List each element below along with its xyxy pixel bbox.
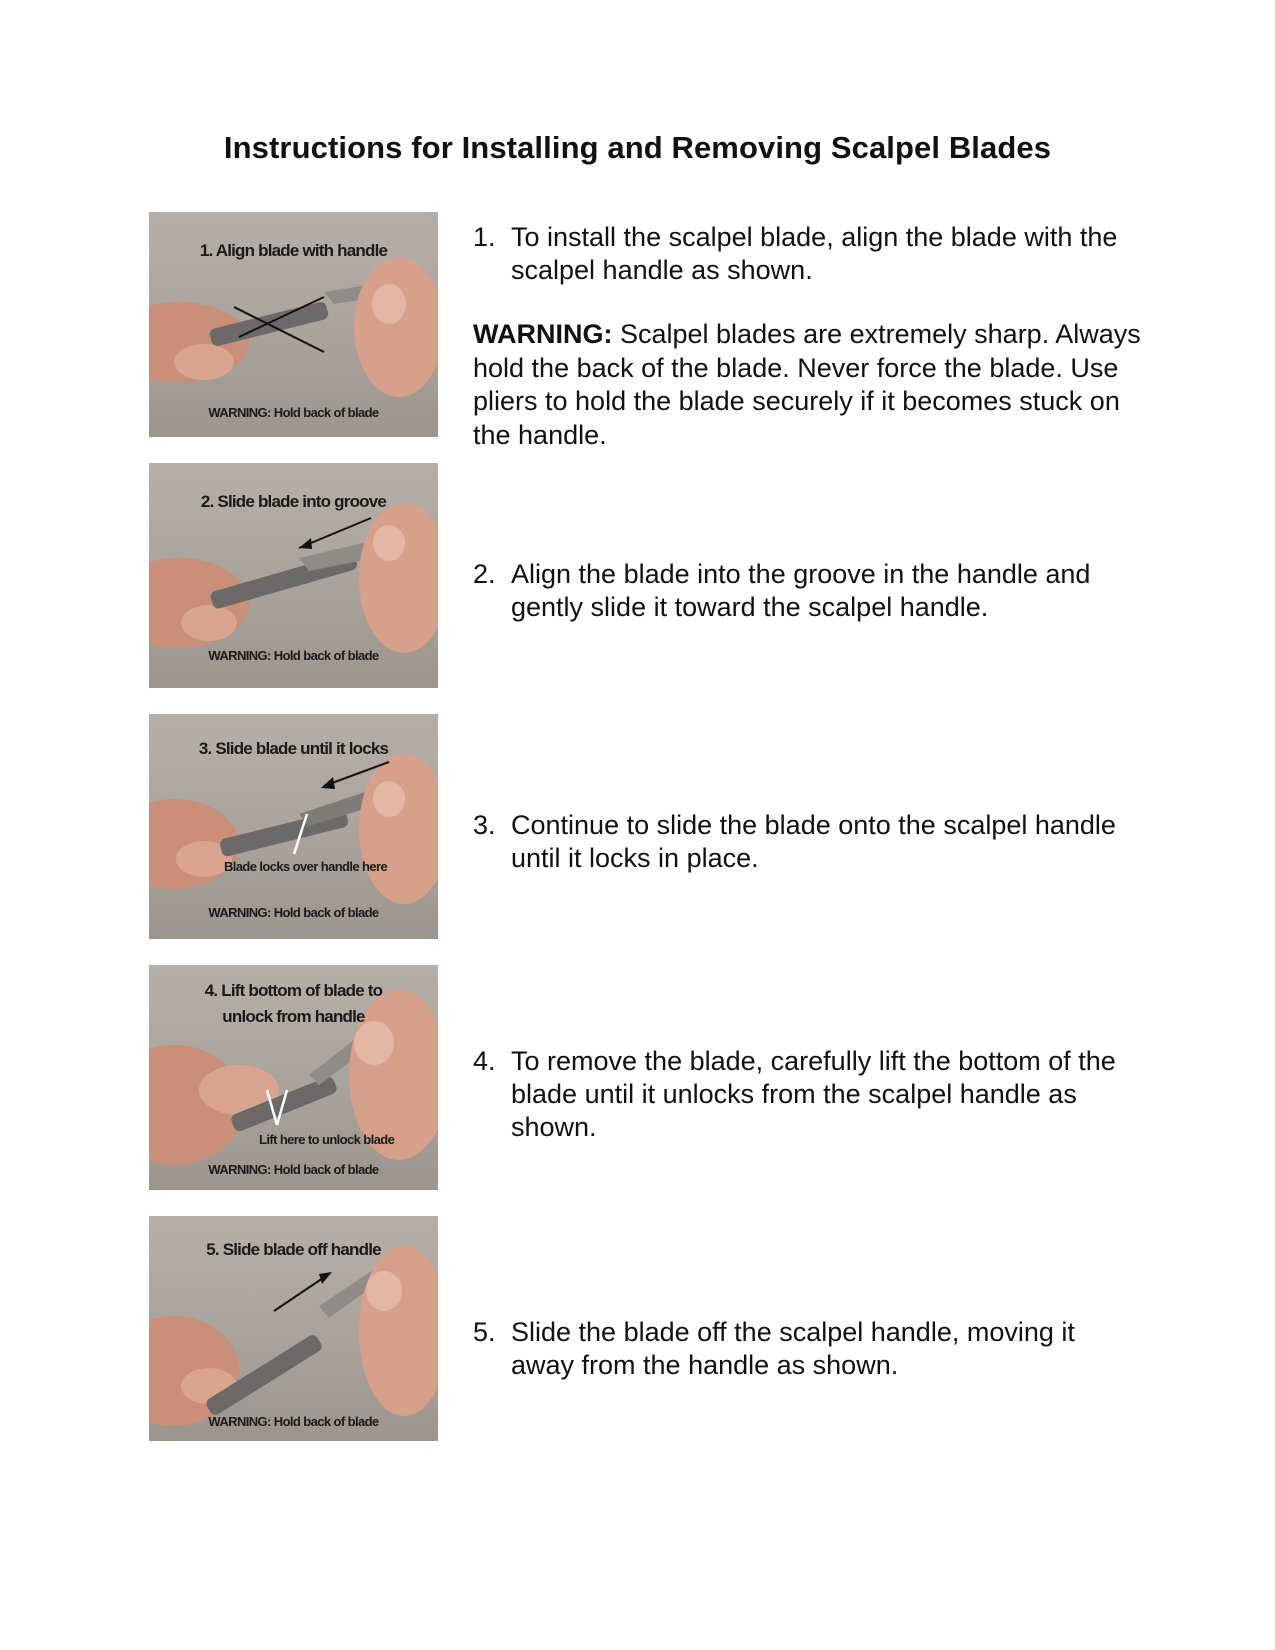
step-number: 3.: [473, 810, 496, 840]
step-4-photo: [149, 965, 438, 1190]
page-title: Instructions for Installing and Removing Scalpel Blades: [223, 130, 1052, 165]
photo-warning: WARNING: Hold back of blade: [208, 905, 379, 920]
warning-paragraph: [473, 318, 1153, 452]
photo-caption-line1: 4. Lift bottom of blade to: [204, 981, 383, 1000]
photo-caption: 1. Align blade with handle: [199, 241, 388, 260]
photo-note: Blade locks over handle here: [224, 859, 388, 874]
photo-caption: 2. Slide blade into groove: [200, 492, 387, 511]
step-number: 5.: [473, 1317, 496, 1347]
step-5-photo: [149, 1216, 438, 1441]
step-text: Continue to slide the blade onto the scalpel handle until it locks in place.: [511, 810, 1116, 873]
step-number: 1.: [473, 222, 496, 252]
step-number: 4.: [473, 1046, 496, 1076]
photo-warning: WARNING: Hold back of blade: [208, 648, 379, 663]
warning-label: WARNING:: [473, 319, 613, 349]
step-text: Align the blade into the groove in the handle and gently slide it toward the scalpel handle.: [511, 559, 1091, 622]
step-3-photo: [149, 714, 438, 939]
photo-warning: WARNING: Hold back of blade: [208, 1414, 379, 1429]
photo-caption-line2: unlock from handle: [222, 1007, 365, 1026]
photo-note: Lift here to unlock blade: [259, 1132, 395, 1147]
warning-text: Scalpel blades are extremely sharp. Always hold the back of the blade. Never force the blade. Use pliers to hold the blade securely if it becomes stuck on the handle.: [473, 319, 1141, 450]
photo-warning: WARNING: Hold back of blade: [208, 405, 379, 420]
step-text: Slide the blade off the scalpel handle, moving it away from the handle as shown.: [511, 1317, 1075, 1380]
step-2-photo: [149, 463, 438, 688]
photo-caption: 5. Slide blade off handle: [206, 1240, 381, 1259]
step-text: To remove the blade, carefully lift the bottom of the blade until it unlocks from the scalpel handle as shown.: [511, 1046, 1116, 1142]
step-1-photo: [149, 212, 438, 437]
step-text: To install the scalpel blade, align the blade with the scalpel handle as shown.: [511, 222, 1118, 285]
photo-caption: 3. Slide blade until it locks: [198, 739, 389, 758]
step-number: 2.: [473, 559, 496, 589]
photo-warning: WARNING: Hold back of blade: [208, 1162, 379, 1177]
